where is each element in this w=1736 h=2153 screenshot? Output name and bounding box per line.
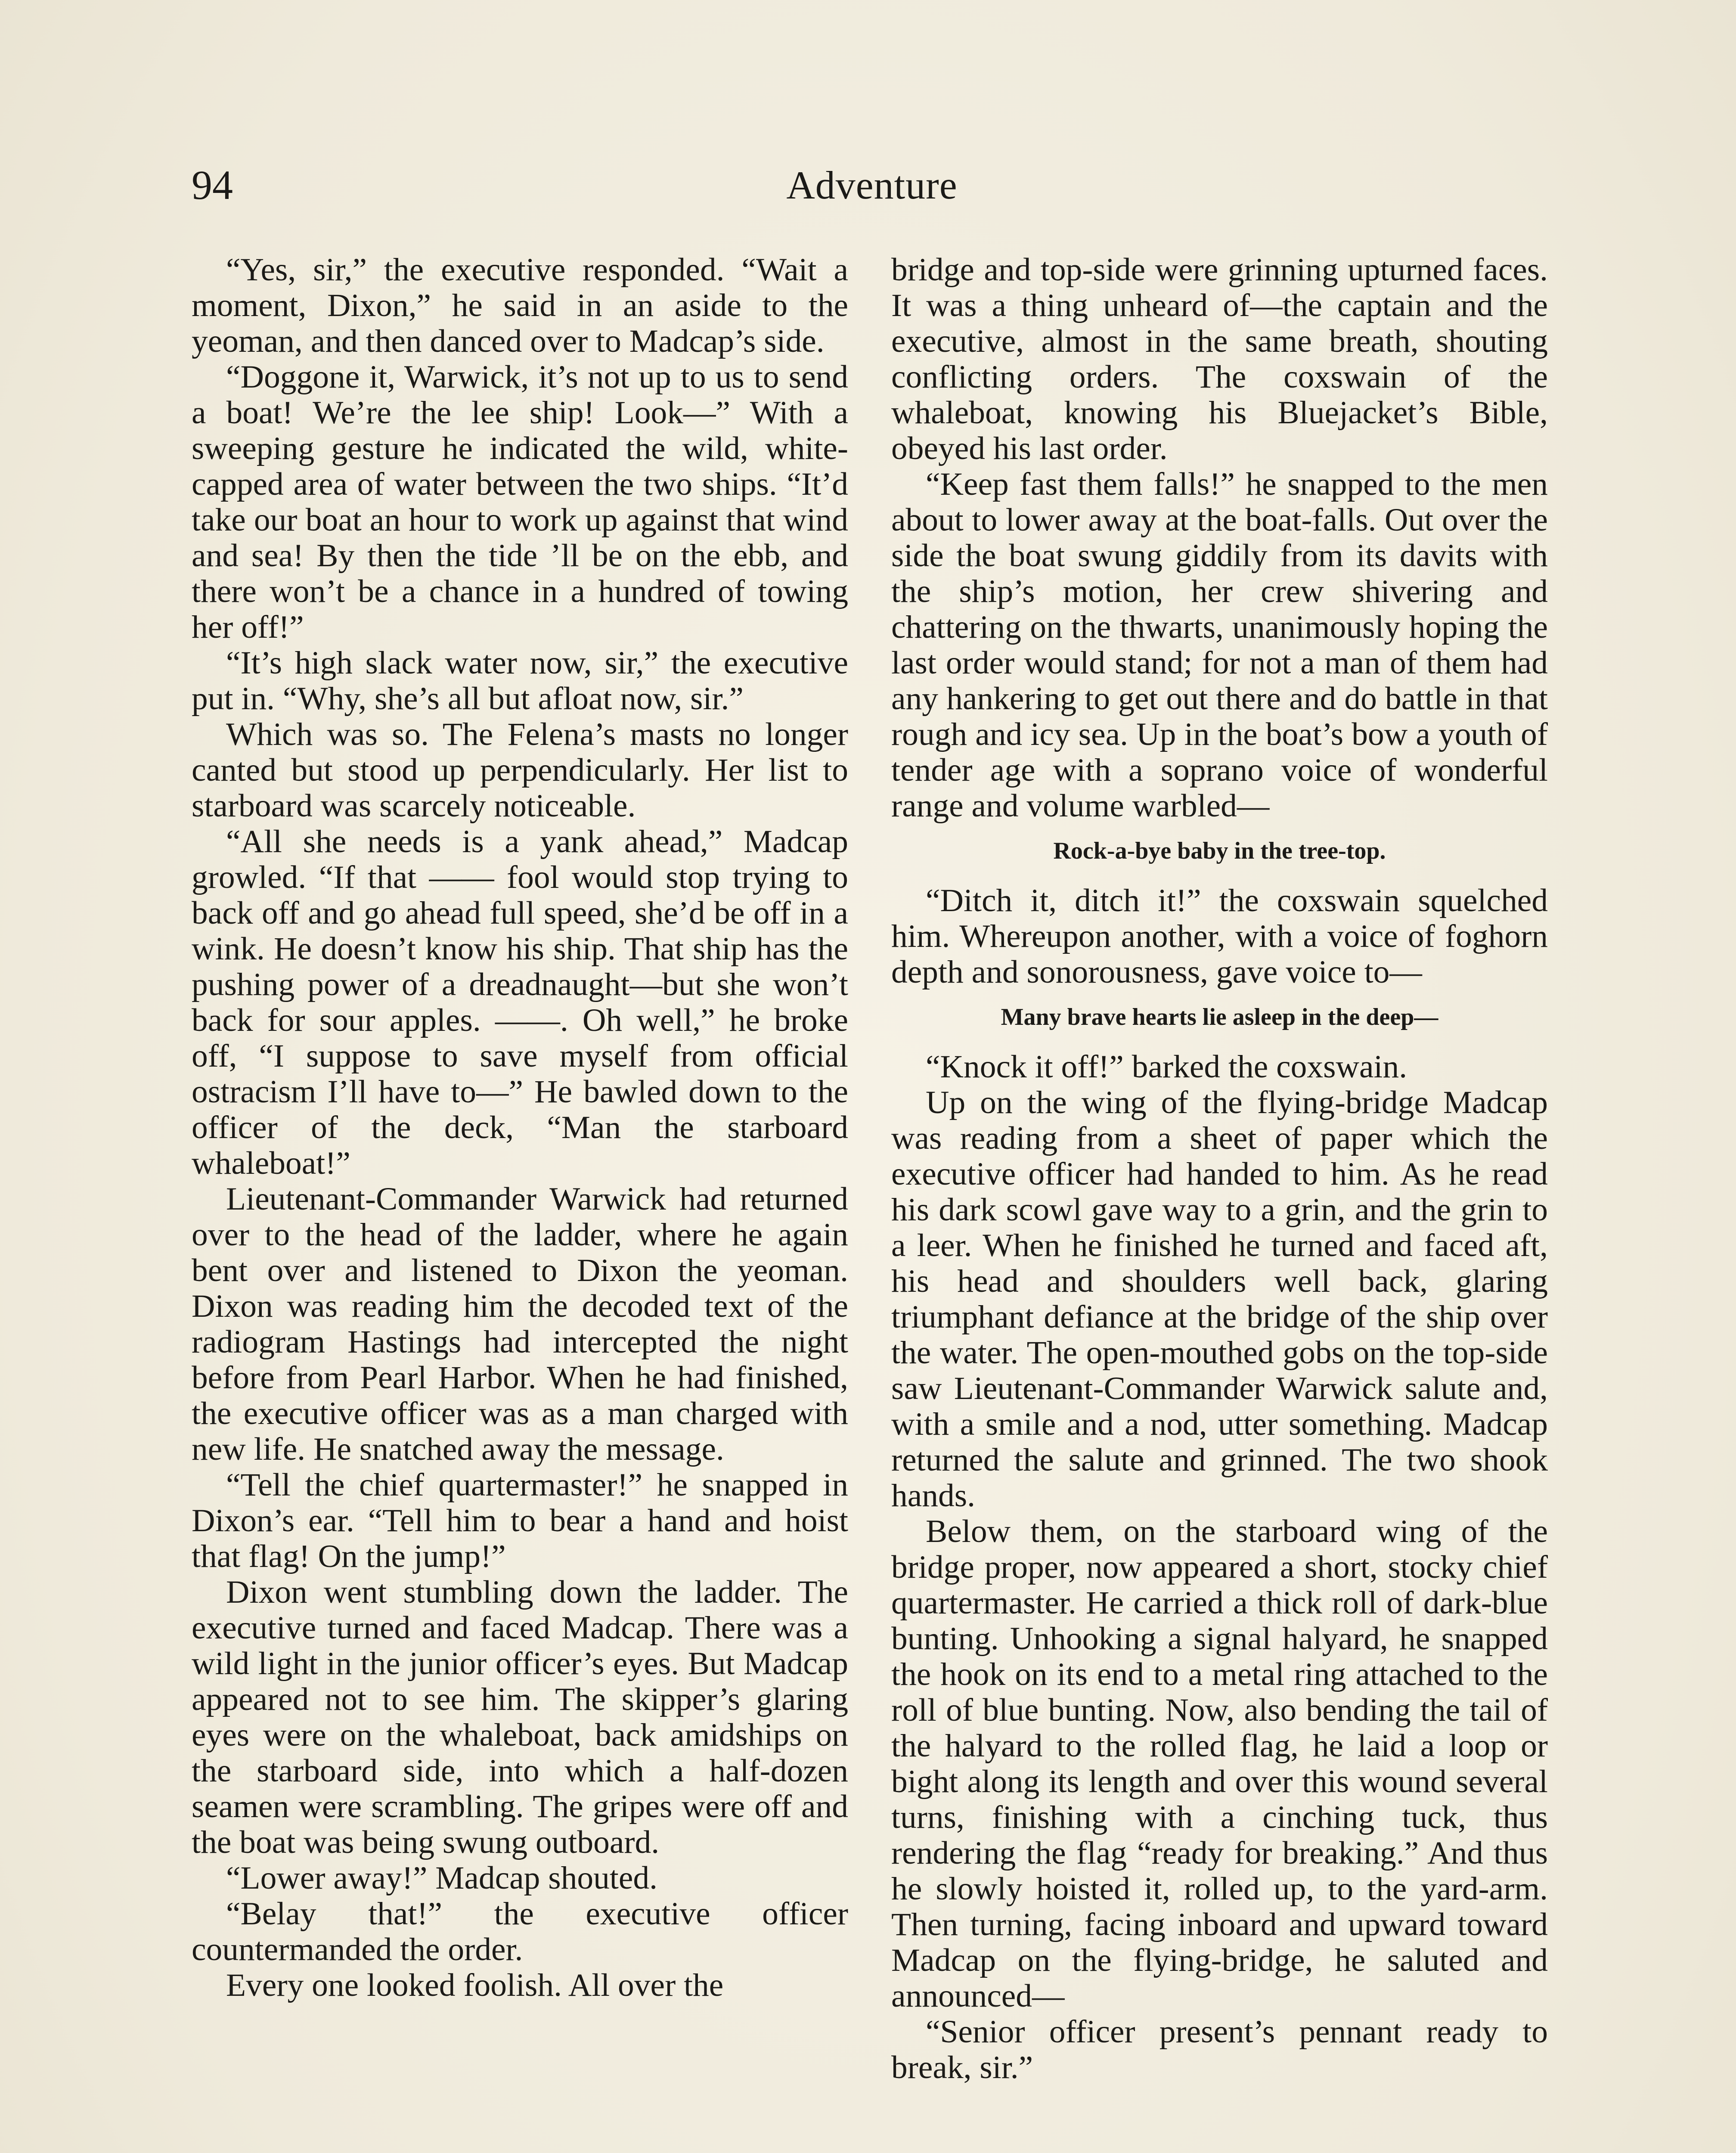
paragraph: Lieutenant-Commander Warwick had returned over to the head of the ladder, where he again bent over and listened to Dixon the yeoman. Dixon was reading him the decoded text of the radiogram Hastings had intercepted the night before from Pearl Harbor. When he had finished, the executive officer was as a man charged with new life. He snatched away the message.: [192, 1181, 848, 1467]
paragraph: “Ditch it, ditch it!” the coxswain squelched him. Whereupon another, with a voice of foghorn depth and sonorousness, gave voice to—: [891, 883, 1548, 990]
paragraph: “Knock it off!” barked the coxswain.: [926, 1049, 1407, 1085]
right-column: [891, 252, 1548, 2085]
paragraph: Dixon went stumbling down the ladder. The executive turned and faced Madcap. There was a wild light in the junior officer’s eyes. But Madcap appeared not to see him. The skipper’s glaring eyes were on the whaleboat, back amidships on the starboard side, into which a half-dozen seamen were scrambling. The gripes were off and the boat was being swung outboard.: [192, 1574, 848, 1860]
paragraph: Every one looked foolish. All over the: [226, 1967, 724, 2003]
paragraph: “Doggone it, Warwick, it’s not up to us to send a boat! We’re the lee ship! Look—” With a sweeping gesture he indicated the wild, white-capped area of water between the two ships. “It’d take our boat an hour to work up against that wind and sea! By then the tide ’ll be on the ebb, and there won’t be a chance in a hundred of towing her off!”: [192, 359, 848, 645]
song-verse: Many brave hearts lie asleep in the deep—: [1001, 1004, 1438, 1030]
paragraph: “It’s high slack water now, sir,” the executive put in. “Why, she’s all but afloat now, sir.”: [192, 645, 848, 717]
left-column: [192, 252, 848, 2003]
page-header: [192, 159, 1552, 220]
paragraph: “Tell the chief quartermaster!” he snapped in Dixon’s ear. “Tell him to bear a hand and hoist that flag! On the jump!”: [192, 1467, 848, 1574]
paragraph: “Lower away!” Madcap shouted.: [226, 1860, 658, 1896]
paragraph: Which was so. The Felena’s masts no longer canted but stood up perpendicularly. Her list to starboard was scarcely noticeable.: [192, 717, 848, 824]
paragraph: Up on the wing of the flying-bridge Madcap was reading from a sheet of paper which the executive officer had handed to him. As he read his dark scowl gave way to a grin, and the grin to a leer. When he finished he turned and faced aft, his head and shoulders well back, glaring triumphant defiance at the bridge of the ship over the water. The open-mouthed gobs on the top-side saw Lieutenant-Commander Warwick salute and, with a smile and a nod, utter something. Madcap returned the salute and grinned. The two shook hands.: [891, 1085, 1548, 1514]
paragraph-continued: bridge and top-side were grinning upturned faces. It was a thing unheard of—the captain and the executive, almost in the same breath, shouting conflicting orders. The coxswain of the whaleboat, knowing his Bluejacket’s Bible, obeyed his last order.: [891, 252, 1548, 466]
paragraph: “Belay that!” the executive officer countermanded the order.: [192, 1896, 848, 1967]
paragraph: Below them, on the starboard wing of the bridge proper, now appeared a short, stocky chief quartermaster. He carried a thick roll of dark-blue bunting. Unhooking a signal halyard, he snapped the hook on its end to a metal ring attached to the roll of blue bunting. Now, also bending the tail of the halyard to the rolled flag, he laid a loop or bight along its length and over this wound several turns, finishing with a cinching tuck, thus rendering the flag “ready for breaking.” And thus he slowly hoisted it, rolled up, to the yard-arm. Then turning, facing inboard and upward toward Madcap on the flying-bridge, he saluted and announced—: [891, 1514, 1548, 2014]
paragraph: “Yes, sir,” the executive responded. “Wait a moment, Dixon,” he said in an aside to the yeoman, and then danced over to Madcap’s side.: [192, 252, 848, 359]
running-title: Adventure: [786, 163, 958, 207]
song-verse: Rock-a-bye baby in the tree-top.: [1053, 838, 1386, 864]
paragraph: “All she needs is a yank ahead,” Madcap growled. “If that —— fool would stop trying to back off and go ahead full speed, she’d be off in a wink. He doesn’t know his ship. That ship has the pushing power of a dreadnaught—but she won’t back for sour apples. ——. Oh well,” he broke off, “I suppose to save myself from official ostracism I’ll have to—” He bawled down to the officer of the deck, “Man the starboard whaleboat!”: [192, 824, 848, 1181]
paragraph: “Keep fast them falls!” he snapped to the men about to lower away at the boat-falls. Out over the side the boat swung giddily from its davits with the ship’s motion, her crew shivering and chattering on the thwarts, unanimously hoping the last order would stand; for not a man of them had any hankering to get out there and do battle in that rough and icy sea. Up in the boat’s bow a youth of tender age with a soprano voice of wonderful range and volume warbled—: [891, 466, 1548, 824]
page-number: 94: [192, 162, 233, 208]
paragraph: “Senior officer present’s pennant ready to break, sir.”: [891, 2014, 1548, 2085]
